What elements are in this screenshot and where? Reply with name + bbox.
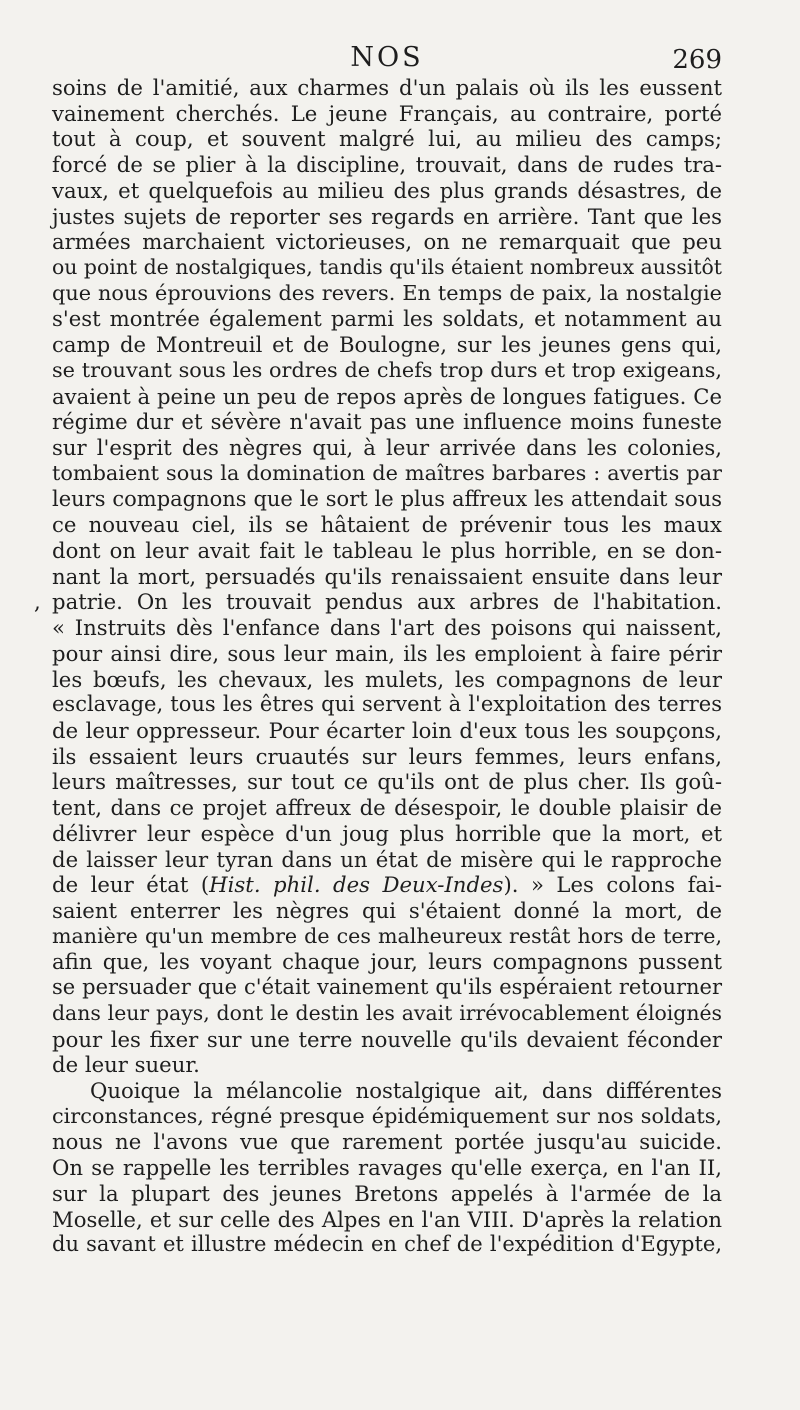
text-line: de laisser leur tyran dans un état de misère qui le rapproche	[52, 846, 722, 872]
text-line: esclavage, tous les êtres qui servent à l'exploitation des terres	[52, 692, 722, 717]
text-line: pour les fixer sur une terre nouvelle qu'ils devaient féconder	[52, 1026, 722, 1052]
text-line: dont on leur avait fait le tableau le plus horrible, en se don-	[52, 537, 722, 563]
text-line: nous ne l'avons vue que rarement portée jusqu'au suicide.	[52, 1129, 722, 1155]
text-line: s'est montrée également parmi les soldats, et notamment au	[52, 306, 722, 332]
citation-title: Hist. phil. des Deux-Indes	[209, 872, 504, 898]
text-line: ou point de nostalgiques, tandis qu'ils étaient nombreux aussitôt	[52, 255, 722, 280]
text-line: ils essaient leurs cruautés sur leurs femmes, leurs enfans,	[52, 743, 722, 769]
citation-before: de leur état (	[52, 872, 210, 898]
text-line: , patrie. On les trouvait pendus aux arbres de l'habitation.	[34, 589, 722, 615]
text-line: pour ainsi dire, sous leur main, ils les emploient à faire périr	[52, 640, 722, 666]
text-line: dans leur pays, dont le destin les avait irrévocablement éloignés	[52, 1000, 722, 1025]
text-line: circonstances, régné presque épidémiquement sur nos soldats,	[52, 1103, 722, 1128]
text-line: soins de l'amitié, aux charmes d'un palais où ils les eussent	[52, 75, 722, 100]
text-line: délivrer leur espèce d'un joug plus horrible que la mort, et	[52, 820, 722, 846]
running-head	[52, 40, 722, 76]
text-line: de leur oppresseur. Pour écarter loin d'eux tous les soupçons,	[52, 717, 722, 743]
text-line: vaux, et quelquefois au milieu des plus grands désastres, de	[52, 177, 722, 203]
text-line: nant la mort, persuadés qu'ils renaissaient ensuite dans leur	[52, 563, 722, 589]
text-line: forcé de se plier à la discipline, trouvait, dans de rudes tra-	[52, 152, 722, 178]
text-line: se trouvant sous les ordres de chefs trop durs et trop exigeans,	[52, 357, 722, 382]
text-line: sur la plupart des jeunes Bretons appelés à l'armée de la	[52, 1180, 722, 1206]
text-line: justes sujets de reporter ses regards en arrière. Tant que les	[52, 203, 722, 229]
page-number: 269	[672, 45, 722, 75]
text-line: les bœufs, les chevaux, les mulets, les compagnons de leur	[52, 666, 722, 692]
text-line: avaient à peine un peu de repos après de longues fatigues. Ce	[52, 383, 722, 409]
text-line: leurs compagnons que le sort le plus affreux les attendait sous	[52, 486, 722, 511]
text-line: Quoique la mélancolie nostalgique ait, dans différentes	[90, 1078, 722, 1104]
text-line: tout à coup, et souvent malgré lui, au milieu des camps;	[52, 126, 722, 152]
text-line: ce nouveau ciel, ils se hâtaient de prévenir tous les maux	[52, 512, 722, 538]
text-line: manière qu'un membre de ces malheureux restât hors de terre,	[52, 923, 722, 948]
running-head-title: NOS	[350, 42, 424, 73]
text-line: se persuader que c'était vainement qu'ils espéraient retourner	[52, 975, 722, 1000]
text-line: afin que, les voyant chaque jour, leurs compagnons pussent	[52, 949, 722, 975]
citation-line	[52, 872, 722, 898]
text-line: camp de Montreuil et de Boulogne, sur les jeunes gens qui,	[52, 332, 722, 358]
text-line: Moselle, et sur celle des Alpes en l'an VIII. D'après la relation	[52, 1206, 722, 1232]
paragraph-1	[52, 75, 722, 1078]
text-line: de leur sueur.	[52, 1052, 200, 1078]
paragraph-2	[52, 1078, 722, 1258]
text-line: On se rappelle les terribles ravages qu'elle exerça, en l'an II,	[52, 1155, 722, 1181]
text-line: leurs maîtresses, sur tout ce qu'ils ont de plus cher. Ils goû-	[52, 769, 722, 795]
text-line: sur l'esprit des nègres qui, à leur arrivée dans les colonies,	[52, 435, 722, 461]
text-line: tombaient sous la domination de maîtres barbares : avertis par	[52, 460, 722, 485]
text-line: armées marchaient victorieuses, on ne remarquait que peu	[52, 229, 722, 255]
text-line: saient enterrer les nègres qui s'étaient donné la mort, de	[52, 898, 722, 923]
text-line: du savant et illustre médecin en chef de l'expédition d'Egypte,	[52, 1232, 722, 1257]
citation-after: ). » Les colons fai-	[503, 872, 722, 898]
text-line: tent, dans ce projet affreux de désespoir, le double plaisir de	[52, 795, 722, 821]
body-text	[52, 75, 722, 1258]
text-line: « Instruits dès l'enfance dans l'art des poisons qui naissent,	[52, 615, 722, 641]
text-line: vainement cherchés. Le jeune Français, au contraire, porté	[52, 100, 722, 126]
text-line: que nous éprouvions des revers. En temps de paix, la nostalgie	[52, 280, 722, 305]
text-line: régime dur et sévère n'avait pas une influence moins funeste	[52, 409, 722, 435]
